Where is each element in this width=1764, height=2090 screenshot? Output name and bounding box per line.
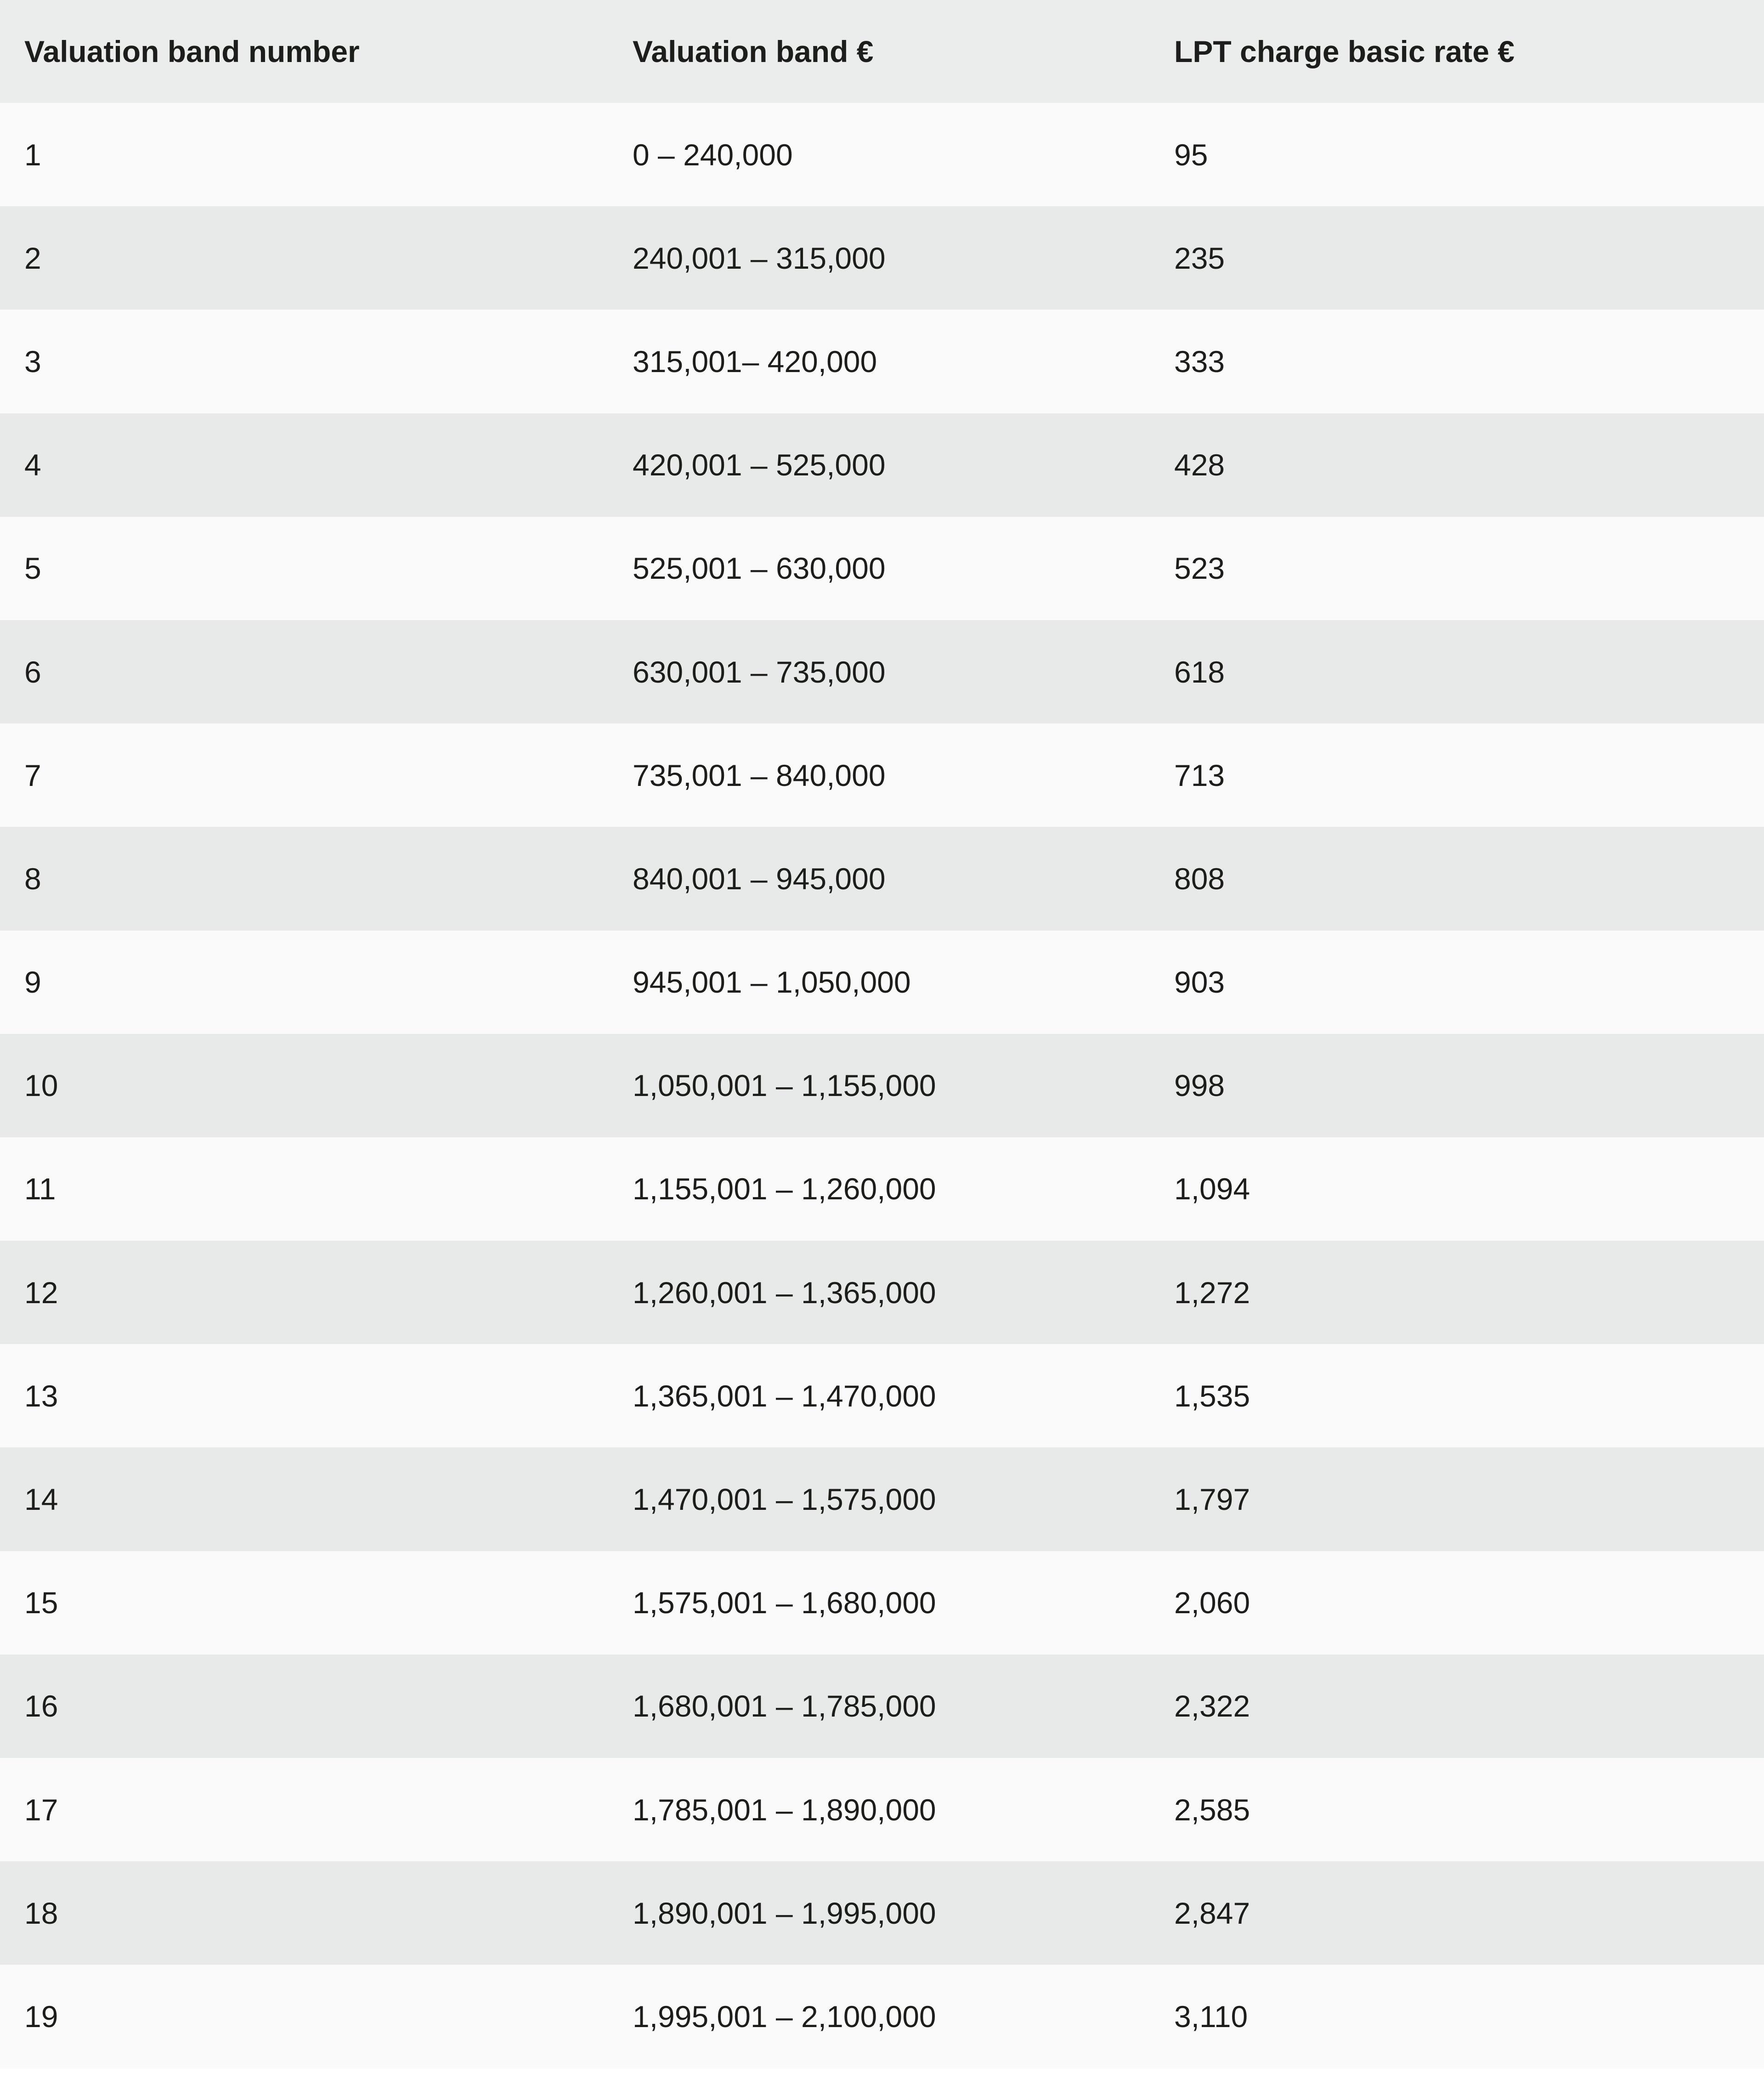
valuation-band-cell: 1,365,001 – 1,470,000 xyxy=(633,1378,936,1413)
valuation-band-cell: 630,001 – 735,000 xyxy=(633,655,886,689)
valuation-band-cell: 1,785,001 – 1,890,000 xyxy=(633,1792,936,1827)
band-number-cell: 1 xyxy=(24,137,41,172)
band-number-cell: 13 xyxy=(24,1378,58,1413)
band-number-cell: 5 xyxy=(24,551,41,586)
band-number-cell: 3 xyxy=(24,344,41,378)
table-row xyxy=(0,1551,1764,1655)
valuation-band-cell: 735,001 – 840,000 xyxy=(633,758,886,792)
band-number-cell: 12 xyxy=(24,1275,58,1310)
table-row xyxy=(0,1861,1764,1965)
lpt-charge-cell: 2,585 xyxy=(1174,1792,1250,1827)
lpt-charge-cell: 235 xyxy=(1174,241,1225,275)
lpt-charge-cell: 428 xyxy=(1174,448,1225,482)
table-row xyxy=(0,1447,1764,1551)
band-number-cell: 14 xyxy=(24,1482,58,1517)
lpt-charge-cell: 998 xyxy=(1174,1068,1225,1103)
band-number-cell: 9 xyxy=(24,965,41,1000)
lpt-charge-cell: 2,322 xyxy=(1174,1689,1250,1723)
valuation-band-cell: 1,575,001 – 1,680,000 xyxy=(633,1586,936,1620)
lpt-charge-cell: 713 xyxy=(1174,758,1225,792)
table-row xyxy=(0,103,1764,206)
band-number-cell: 19 xyxy=(24,1999,58,2034)
band-number-cell: 17 xyxy=(24,1792,58,1827)
valuation-band-cell: 1,890,001 – 1,995,000 xyxy=(633,1896,936,1930)
table-row xyxy=(0,1137,1764,1241)
column-header-valuation-band-euro: Valuation band € xyxy=(633,34,874,68)
valuation-band-cell: 525,001 – 630,000 xyxy=(633,551,886,586)
valuation-band-cell: 1,155,001 – 1,260,000 xyxy=(633,1172,936,1206)
band-number-cell: 8 xyxy=(24,861,41,896)
column-header-valuation-band-number: Valuation band number xyxy=(24,34,360,68)
valuation-band-cell: 1,470,001 – 1,575,000 xyxy=(633,1482,936,1517)
table-row xyxy=(0,310,1764,413)
table-row xyxy=(0,1758,1764,1861)
table-row xyxy=(0,1034,1764,1137)
table-row xyxy=(0,931,1764,1034)
lpt-charge-cell: 95 xyxy=(1174,137,1208,172)
lpt-charge-cell: 808 xyxy=(1174,861,1225,896)
lpt-charge-cell: 1,094 xyxy=(1174,1172,1250,1206)
valuation-band-cell: 240,001 – 315,000 xyxy=(633,241,886,275)
table-row xyxy=(0,206,1764,310)
table-row xyxy=(0,1241,1764,1344)
lpt-charge-cell: 618 xyxy=(1174,655,1225,689)
lpt-charge-cell: 333 xyxy=(1174,344,1225,378)
lpt-charge-cell: 903 xyxy=(1174,965,1225,1000)
table-row xyxy=(0,620,1764,723)
table-row xyxy=(0,1965,1764,2068)
valuation-band-cell: 840,001 – 945,000 xyxy=(633,861,886,896)
valuation-band-cell: 420,001 – 525,000 xyxy=(633,448,886,482)
valuation-band-cell: 0 – 240,000 xyxy=(633,137,793,172)
table-row xyxy=(0,413,1764,517)
band-number-cell: 11 xyxy=(24,1172,56,1206)
lpt-charge-cell: 1,272 xyxy=(1174,1275,1250,1310)
valuation-band-cell: 1,680,001 – 1,785,000 xyxy=(633,1689,936,1723)
valuation-band-cell: 1,995,001 – 2,100,000 xyxy=(633,1999,936,2034)
table-row xyxy=(0,827,1764,930)
table-row xyxy=(0,1655,1764,1758)
table-row xyxy=(0,723,1764,827)
band-number-cell: 6 xyxy=(24,655,41,689)
band-number-cell: 7 xyxy=(24,758,41,792)
lpt-charge-cell: 1,797 xyxy=(1174,1482,1250,1517)
table-body xyxy=(0,103,1764,2068)
table-row xyxy=(0,517,1764,620)
valuation-band-cell: 1,050,001 – 1,155,000 xyxy=(633,1068,936,1103)
band-number-cell: 18 xyxy=(24,1896,58,1930)
table-row xyxy=(0,1344,1764,1447)
valuation-band-cell: 945,001 – 1,050,000 xyxy=(633,965,911,1000)
lpt-charge-cell: 2,060 xyxy=(1174,1586,1250,1620)
band-number-cell: 16 xyxy=(24,1689,58,1723)
band-number-cell: 15 xyxy=(24,1586,58,1620)
valuation-band-cell: 315,001– 420,000 xyxy=(633,344,877,378)
lpt-charge-cell: 3,110 xyxy=(1174,1999,1248,2034)
lpt-charge-cell: 523 xyxy=(1174,551,1225,586)
lpt-charge-cell: 1,535 xyxy=(1174,1378,1250,1413)
valuation-band-cell: 1,260,001 – 1,365,000 xyxy=(633,1275,936,1310)
band-number-cell: 10 xyxy=(24,1068,58,1103)
table-header-row xyxy=(0,0,1764,103)
lpt-charge-cell: 2,847 xyxy=(1174,1896,1250,1930)
band-number-cell: 2 xyxy=(24,241,41,275)
band-number-cell: 4 xyxy=(24,448,41,482)
column-header-lpt-charge-basic-rate: LPT charge basic rate € xyxy=(1174,34,1515,68)
